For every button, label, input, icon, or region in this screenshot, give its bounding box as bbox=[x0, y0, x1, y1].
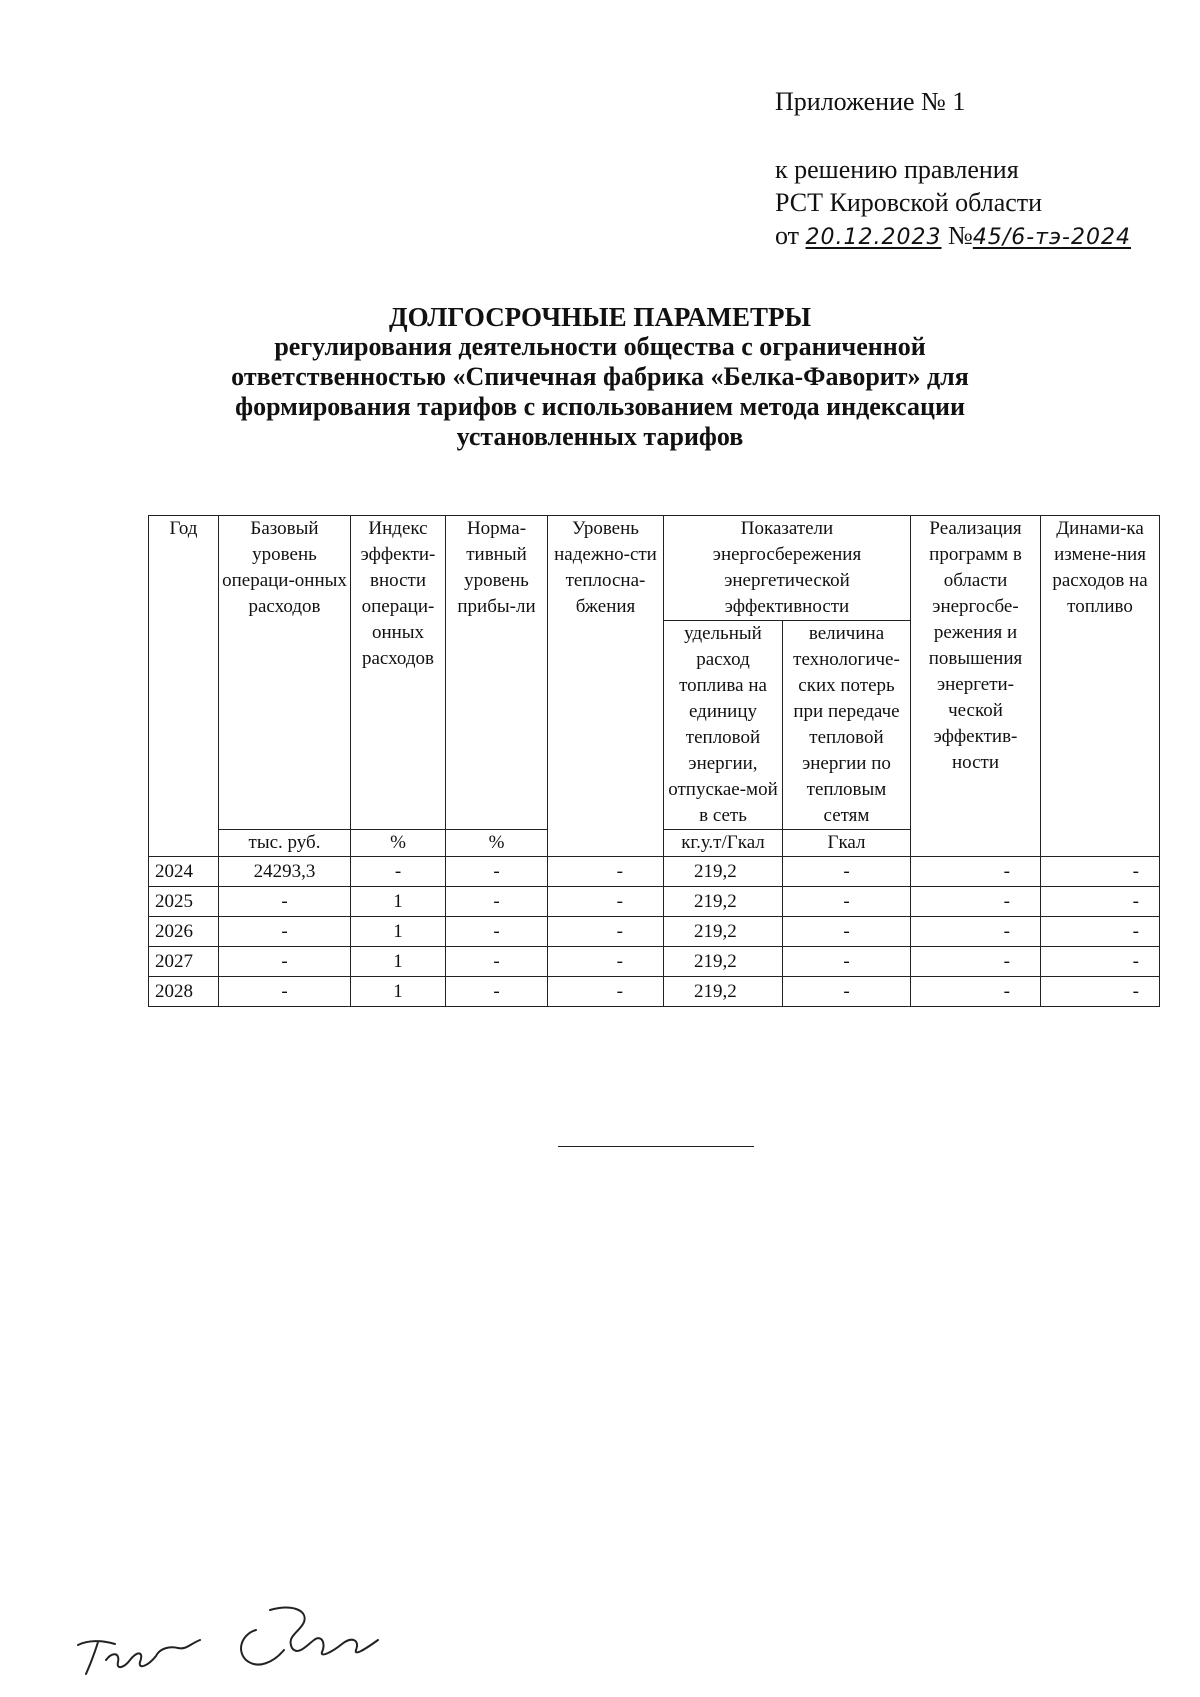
cell-fuel: 219,2 bbox=[664, 887, 783, 917]
cell-base: - bbox=[219, 887, 351, 917]
cell-losses: - bbox=[783, 977, 911, 1007]
header-tech-losses: величина технологиче-ских потерь при передаче тепловой энергии по тепловым сетям bbox=[783, 621, 911, 830]
document-title bbox=[150, 302, 1050, 452]
header-reliability: Уровень надежно-сти теплосна-бжения bbox=[548, 516, 664, 857]
cell-year: 2024 bbox=[149, 857, 219, 887]
header-efficiency-index: Индекс эффекти-вности операци-онных расходов bbox=[351, 516, 446, 830]
cell-reliability: - bbox=[548, 857, 664, 887]
header-base-level: Базовый уровень операци-онных расходов bbox=[219, 516, 351, 830]
cell-programs: - bbox=[911, 917, 1041, 947]
header-energy-saving-group: Показатели энергосбережения энергетической эффективности bbox=[664, 516, 911, 621]
cell-fuel: 219,2 bbox=[664, 917, 783, 947]
cell-year: 2025 bbox=[149, 887, 219, 917]
title-main: ДОЛГОСРОЧНЫЕ ПАРАМЕТРЫ bbox=[389, 302, 811, 332]
decision-line-2: РСТ Кировской области bbox=[775, 188, 1043, 217]
cell-programs: - bbox=[911, 977, 1041, 1007]
cell-index: 1 bbox=[351, 947, 446, 977]
unit-specific-fuel: кг.у.т/Гкал bbox=[664, 830, 783, 857]
signature-2 bbox=[241, 1608, 378, 1665]
cell-profit: - bbox=[446, 977, 548, 1007]
unit-normative-profit: % bbox=[446, 830, 548, 857]
cell-reliability: - bbox=[548, 977, 664, 1007]
header-fuel-dynamics: Динами-ка измене-ния расходов на топливо bbox=[1041, 516, 1160, 857]
cell-index: 1 bbox=[351, 917, 446, 947]
decision-number: 45/6-тэ-2024 bbox=[972, 225, 1131, 250]
table-row bbox=[149, 917, 1160, 947]
cell-programs: - bbox=[911, 887, 1041, 917]
number-prefix: № bbox=[948, 221, 973, 250]
cell-dynamics: - bbox=[1041, 917, 1160, 947]
signature-1 bbox=[78, 1640, 200, 1674]
title-line-3: формирования тарифов с использованием метода индексации bbox=[235, 392, 965, 421]
header-row-1 bbox=[149, 516, 1160, 621]
cell-profit: - bbox=[446, 857, 548, 887]
header-normative-profit: Норма-тивный уровень прибы-ли bbox=[446, 516, 548, 830]
cell-year: 2028 bbox=[149, 977, 219, 1007]
cell-base: - bbox=[219, 947, 351, 977]
decision-line-1: к решению правления bbox=[775, 155, 1019, 184]
handwritten-signatures bbox=[60, 1600, 420, 1680]
header-programs: Реализация программ в области энергосбе-режения и повышения энергети-ческой эффектив-ности bbox=[911, 516, 1041, 857]
cell-profit: - bbox=[446, 887, 548, 917]
cell-index: - bbox=[351, 857, 446, 887]
cell-dynamics: - bbox=[1041, 887, 1160, 917]
cell-fuel: 219,2 bbox=[664, 947, 783, 977]
cell-losses: - bbox=[783, 917, 911, 947]
header-year: Год bbox=[149, 516, 219, 857]
cell-reliability: - bbox=[548, 917, 664, 947]
cell-index: 1 bbox=[351, 977, 446, 1007]
cell-programs: - bbox=[911, 947, 1041, 977]
date-prefix: от bbox=[775, 221, 800, 250]
cell-base: - bbox=[219, 977, 351, 1007]
cell-losses: - bbox=[783, 887, 911, 917]
cell-losses: - bbox=[783, 857, 911, 887]
separator-line bbox=[558, 1146, 754, 1147]
cell-dynamics: - bbox=[1041, 857, 1160, 887]
decision-date-line bbox=[775, 219, 1131, 254]
parameters-table bbox=[148, 515, 1160, 1007]
cell-dynamics: - bbox=[1041, 977, 1160, 1007]
cell-reliability: - bbox=[548, 947, 664, 977]
appendix-label: Приложение № 1 bbox=[775, 87, 966, 116]
cell-fuel: 219,2 bbox=[664, 857, 783, 887]
title-line-1: регулирования деятельности общества с ограниченной bbox=[274, 332, 926, 361]
cell-year: 2026 bbox=[149, 917, 219, 947]
title-line-4: установленных тарифов bbox=[456, 422, 744, 451]
title-line-2: ответственностью «Спичечная фабрика «Белка-Фаворит» для bbox=[231, 362, 969, 391]
cell-profit: - bbox=[446, 917, 548, 947]
unit-base-level: тыс. руб. bbox=[219, 830, 351, 857]
cell-fuel: 219,2 bbox=[664, 977, 783, 1007]
cell-dynamics: - bbox=[1041, 947, 1160, 977]
unit-efficiency-index: % bbox=[351, 830, 446, 857]
cell-reliability: - bbox=[548, 887, 664, 917]
cell-losses: - bbox=[783, 947, 911, 977]
cell-programs: - bbox=[911, 857, 1041, 887]
decision-reference bbox=[775, 153, 1131, 254]
table-row bbox=[149, 947, 1160, 977]
table-row bbox=[149, 887, 1160, 917]
cell-profit: - bbox=[446, 947, 548, 977]
unit-tech-losses: Гкал bbox=[783, 830, 911, 857]
cell-year: 2027 bbox=[149, 947, 219, 977]
header-specific-fuel: удельный расход топлива на единицу тепловой энергии, отпускае-мой в сеть bbox=[664, 621, 783, 830]
cell-index: 1 bbox=[351, 887, 446, 917]
table-row bbox=[149, 857, 1160, 887]
cell-base: 24293,3 bbox=[219, 857, 351, 887]
table-row bbox=[149, 977, 1160, 1007]
cell-base: - bbox=[219, 917, 351, 947]
decision-date: 20.12.2023 bbox=[805, 225, 942, 250]
